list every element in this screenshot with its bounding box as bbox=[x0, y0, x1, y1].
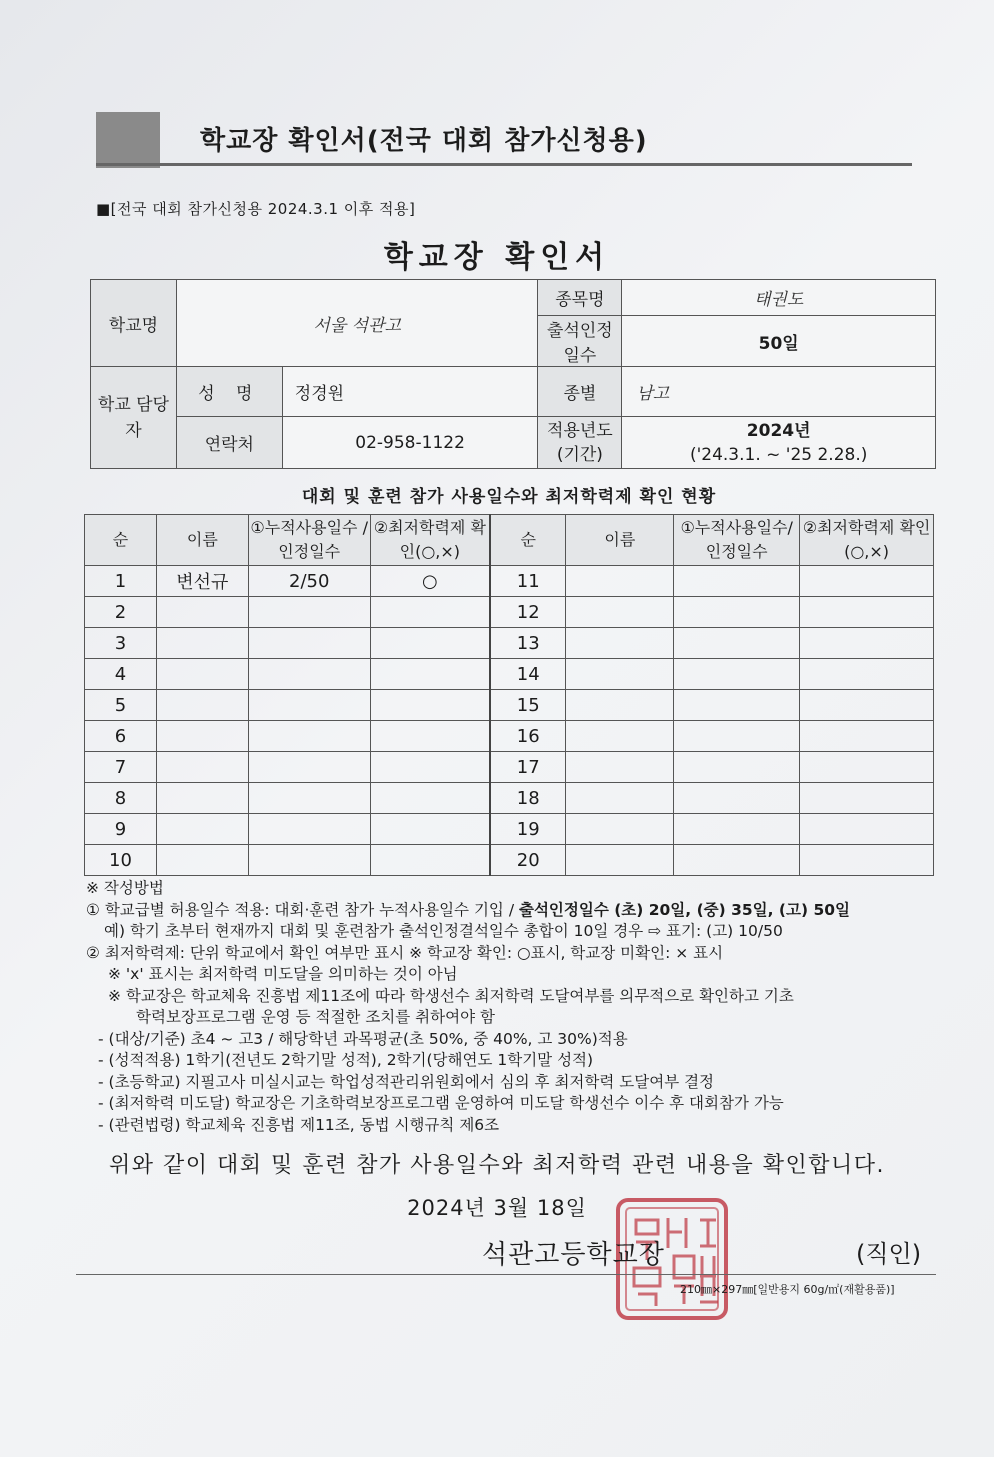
cell-check bbox=[370, 845, 490, 876]
cell-empty bbox=[566, 566, 674, 597]
issue-date: 2024년 3월 18일 bbox=[407, 1196, 587, 1220]
note-2c: 학력보장프로그램 운영 등 적절한 조치를 취하여야 함 bbox=[136, 1008, 495, 1026]
paper-spec: 210㎜×297㎜[일반용지 60g/㎡(재활용품)] bbox=[680, 1283, 895, 1296]
header-rule bbox=[96, 163, 912, 166]
cell-no2: 12 bbox=[490, 597, 566, 628]
cell-check bbox=[370, 690, 490, 721]
year-cell bbox=[622, 417, 936, 469]
cell-empty bbox=[674, 628, 800, 659]
cell-empty bbox=[800, 659, 934, 690]
cell-empty bbox=[566, 628, 674, 659]
cell-empty bbox=[800, 628, 934, 659]
cell-check bbox=[370, 597, 490, 628]
name-value: 정경원 bbox=[282, 367, 538, 417]
note-1 bbox=[86, 900, 946, 922]
cell-no2: 20 bbox=[490, 845, 566, 876]
table-row bbox=[85, 783, 934, 814]
cell-days bbox=[248, 659, 370, 690]
table-row bbox=[85, 628, 934, 659]
cell-empty bbox=[674, 783, 800, 814]
cell-name bbox=[156, 814, 248, 845]
cell-no: 10 bbox=[85, 845, 157, 876]
event-value: 태권도 bbox=[622, 280, 936, 316]
cell-empty bbox=[800, 690, 934, 721]
cell-no: 9 bbox=[85, 814, 157, 845]
cell-empty bbox=[800, 752, 934, 783]
subhead: ■[전국 대회 참가신청용 2024.3.1 이후 적용] bbox=[96, 200, 416, 218]
period-value: ('24.3.1. ~ '25 2.28.) bbox=[689, 444, 868, 465]
cell-empty bbox=[674, 752, 800, 783]
cell-no2: 17 bbox=[490, 752, 566, 783]
cell-empty bbox=[566, 659, 674, 690]
table-row bbox=[85, 566, 934, 597]
manager-label: 학교 담당자 bbox=[91, 367, 177, 469]
cell-check: ○ bbox=[370, 566, 490, 597]
seal-label: (직인) bbox=[856, 1240, 922, 1268]
note-2a: ※ 'x' 표시는 최저학력 미도달을 의미하는 것이 아님 bbox=[108, 965, 458, 983]
table-row bbox=[85, 752, 934, 783]
notes bbox=[86, 878, 946, 1136]
cell-no: 6 bbox=[85, 721, 157, 752]
cell-days: 2/50 bbox=[248, 566, 370, 597]
doc-title: 학교장 확인서 bbox=[383, 240, 611, 275]
table-row bbox=[85, 597, 934, 628]
roster-table bbox=[84, 514, 934, 876]
note-1a-bold: 출석인정일수 (초) 20일, (중) 35일, (고) 50일 bbox=[518, 900, 851, 919]
cell-no2: 13 bbox=[490, 628, 566, 659]
name-label: 성 명 bbox=[176, 367, 282, 417]
note-d5: - (관련법령) 학교체육 진흥법 제11조, 동법 시행규칙 제6조 bbox=[98, 1115, 500, 1134]
info-table bbox=[90, 279, 936, 469]
cell-name bbox=[156, 628, 248, 659]
cell-name bbox=[156, 752, 248, 783]
cell-empty bbox=[674, 814, 800, 845]
cell-no2: 11 bbox=[490, 566, 566, 597]
roster-header-2: ①누적사용일수 /인정일수 bbox=[248, 515, 370, 566]
attendance-label: 출석인정 일수 bbox=[538, 316, 622, 367]
cell-days bbox=[248, 845, 370, 876]
roster-header-1: 이름 bbox=[156, 515, 248, 566]
cell-days bbox=[248, 597, 370, 628]
roster-header-5: 이름 bbox=[566, 515, 674, 566]
cell-name bbox=[156, 721, 248, 752]
cell-name bbox=[156, 783, 248, 814]
cell-empty bbox=[800, 721, 934, 752]
table-row bbox=[85, 845, 934, 876]
cell-check bbox=[370, 814, 490, 845]
cell-days bbox=[248, 721, 370, 752]
cell-empty bbox=[674, 845, 800, 876]
cell-empty bbox=[674, 690, 800, 721]
cell-empty bbox=[566, 721, 674, 752]
contact-label: 연락처 bbox=[176, 417, 282, 469]
cell-days bbox=[248, 690, 370, 721]
roster-header-0: 순 bbox=[85, 515, 157, 566]
cell-no: 5 bbox=[85, 690, 157, 721]
cell-check bbox=[370, 659, 490, 690]
type-value: 남고 bbox=[622, 367, 936, 417]
cell-no: 1 bbox=[85, 566, 157, 597]
attendance-value: 50일 bbox=[622, 316, 936, 367]
cell-no: 4 bbox=[85, 659, 157, 690]
type-label: 종별 bbox=[538, 367, 622, 417]
cell-empty bbox=[566, 845, 674, 876]
cell-name bbox=[156, 845, 248, 876]
cell-check bbox=[370, 721, 490, 752]
cell-empty bbox=[800, 814, 934, 845]
table-row bbox=[85, 659, 934, 690]
cell-empty bbox=[674, 659, 800, 690]
cell-days bbox=[248, 752, 370, 783]
school-label: 학교명 bbox=[91, 280, 177, 367]
table-row bbox=[85, 721, 934, 752]
note-1b: 예) 학기 초부터 현재까지 대회 및 훈련참가 출석인정결석일수 총합이 10일 경우 ⇨ 표기: (고) 10/50 bbox=[104, 922, 783, 940]
cell-empty bbox=[566, 783, 674, 814]
cell-no2: 15 bbox=[490, 690, 566, 721]
cell-empty bbox=[566, 752, 674, 783]
footer-rule bbox=[76, 1274, 936, 1275]
cell-days bbox=[248, 814, 370, 845]
cell-no2: 14 bbox=[490, 659, 566, 690]
cell-empty bbox=[674, 597, 800, 628]
cell-no: 3 bbox=[85, 628, 157, 659]
cell-empty bbox=[566, 597, 674, 628]
contact-value: 02-958-1122 bbox=[282, 417, 538, 469]
cell-empty bbox=[800, 845, 934, 876]
event-label: 종목명 bbox=[538, 280, 622, 316]
roster-header-4: 순 bbox=[490, 515, 566, 566]
section-title: 대회 및 훈련 참가 사용일수와 최저학력제 확인 현황 bbox=[301, 487, 717, 507]
cell-check bbox=[370, 752, 490, 783]
cell-no: 2 bbox=[85, 597, 157, 628]
roster-header-7: ②최저학력제 확인(○,×) bbox=[800, 515, 934, 566]
header-title: 학교장 확인서(전국 대회 참가신청용) bbox=[200, 126, 648, 156]
note-1a: ① 학교급별 허용일수 적용: 대회·훈련 참가 누적사용일수 기입 / bbox=[86, 900, 519, 919]
header-block bbox=[96, 112, 160, 168]
note-d4: - (최저학력 미도달) 학교장은 기초학력보장프로그램 운영하여 미도달 학생선수 이수 후 대회참가 가능 bbox=[98, 1094, 784, 1112]
roster-header-6: ①누적사용일수/ 인정일수 bbox=[674, 515, 800, 566]
table-row bbox=[85, 814, 934, 845]
cell-empty bbox=[566, 690, 674, 721]
school-value: 서울 석관고 bbox=[176, 280, 538, 367]
cell-no: 7 bbox=[85, 752, 157, 783]
table-row bbox=[85, 690, 934, 721]
cell-name: 변선규 bbox=[156, 566, 248, 597]
cell-empty bbox=[674, 566, 800, 597]
confirm-statement: 위와 같이 대회 및 훈련 참가 사용일수와 최저학력 관련 내용을 확인합니다. bbox=[109, 1153, 885, 1178]
roster-header-3: ②최저학력제 확인(○,×) bbox=[370, 515, 490, 566]
cell-check bbox=[370, 628, 490, 659]
note-d3: - (초등학교) 지필고사 미실시교는 학업성적관리위원회에서 심의 후 최저학력 도달여부 결정 bbox=[98, 1072, 715, 1091]
cell-days bbox=[248, 628, 370, 659]
cell-name bbox=[156, 690, 248, 721]
cell-check bbox=[370, 783, 490, 814]
cell-days bbox=[248, 783, 370, 814]
note-d1: - (대상/기준) 초4 ~ 고3 / 해당학년 과목평균(초 50%, 중 40%, 고 30%)적용 bbox=[98, 1029, 628, 1048]
cell-empty bbox=[800, 566, 934, 597]
cell-empty bbox=[800, 783, 934, 814]
cell-empty bbox=[566, 814, 674, 845]
note-2: ② 최저학력제: 단위 학교에서 확인 여부만 표시 ※ 학교장 확인: ○표시, 학교장 미확인: × 표시 bbox=[86, 943, 724, 962]
note-d2: - (성적적용) 1학기(전년도 2학기말 성적), 2학기(당해연도 1학기말 성적) bbox=[98, 1051, 594, 1069]
year-value: 2024년 bbox=[746, 420, 811, 441]
cell-empty bbox=[800, 597, 934, 628]
school-principal: 석관고등학교장 bbox=[482, 1240, 665, 1270]
year-label: 적용년도 (기간) bbox=[538, 417, 622, 469]
cell-empty bbox=[674, 721, 800, 752]
cell-name bbox=[156, 659, 248, 690]
cell-no: 8 bbox=[85, 783, 157, 814]
cell-no2: 18 bbox=[490, 783, 566, 814]
note-2b: ※ 학교장은 학교체육 진흥법 제11조에 따라 학생선수 최저학력 도달여부를 의무적으로 확인하고 기초 bbox=[108, 986, 794, 1005]
cell-name bbox=[156, 597, 248, 628]
cell-no2: 19 bbox=[490, 814, 566, 845]
notes-heading: ※ 작성방법 bbox=[86, 879, 164, 897]
cell-no2: 16 bbox=[490, 721, 566, 752]
